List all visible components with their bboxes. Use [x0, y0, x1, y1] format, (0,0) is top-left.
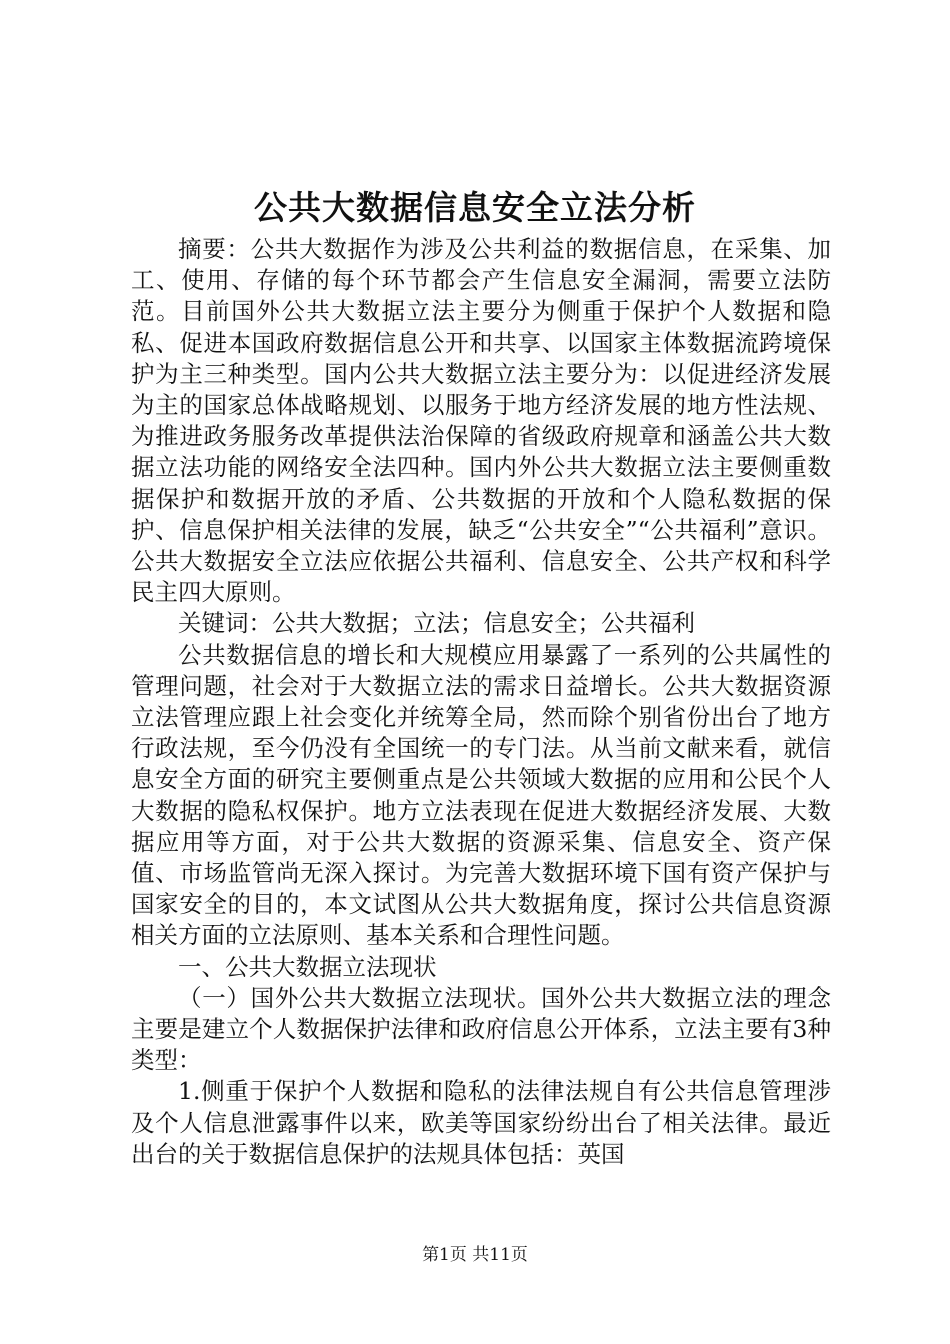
page-number-footer: 第1页 共11页	[422, 1245, 528, 1265]
intro-paragraph: 公共数据信息的增长和大规模应用暴露了一系列的公共属性的管理问题，社会对于大数据立法的需求日益增长。公共大数据资源立法管理应跟上社会变化并统筹全局，然而除个别省份出台了地方行政法规，至今仍没有全国统一的专门法。从当前文献来看，就信息安全方面的研究主要侧重点是公共领域大数据的应用和公民个人大数据的隐私权保护。地方立法表现在促进大数据经济发展、大数据应用等方面，对于公共大数据的资源采集、信息安全、资产保值、市场监管尚无深入探讨。为完善大数据环境下国有资产保护与国家安全的目的，本文试图从公共大数据角度，探讨公共信息资源相关方面的立法原则、基本关系和合理性问题。	[131, 640, 831, 950]
document-title: 公共大数据信息安全立法分析	[254, 188, 696, 227]
abstract-paragraph: 摘要：公共大数据作为涉及公共利益的数据信息，在采集、加工、使用、存储的每个环节都会产生信息安全漏洞，需要立法防范。目前国外公共大数据立法主要分为侧重于保护个人数据和隐私、促进本国政府数据信息公开和共享、以国家主体数据流跨境保护为主三种类型。国内公共大数据立法主要分为：以促进经济发展为主的国家总体战略规划、以服务于地方经济发展的地方性法规、为推进政务服务改革提供法治保障的省级政府规章和涵盖公共大数据立法功能的网络安全法四种。国内外公共大数据立法主要侧重数据保护和数据开放的矛盾、公共数据的开放和个人隐私数据的保护、信息保护相关法律的发展，缺乏“公共安全”“公共福利”意识。公共大数据安全立法应依据公共福利、信息安全、公共产权和科学民主四大原则。	[131, 235, 831, 607]
subsection-paragraph: （一）国外公共大数据立法现状。国外公共大数据立法的理念主要是建立个人数据保护法律和政府信息公开体系，立法主要有3种类型：	[131, 983, 831, 1075]
list-item-paragraph: 1.侧重于保护个人数据和隐私的法律法规自有公共信息管理涉及个人信息泄露事件以来，欧美等国家纷纷出台了相关法律。最近出台的关于数据信息保护的法规具体包括：英国	[131, 1077, 831, 1168]
document-body	[131, 234, 831, 1170]
section-heading: 一、公共大数据立法现状	[178, 952, 437, 981]
keywords-paragraph: 关键词：公共大数据；立法；信息安全；公共福利	[178, 609, 695, 638]
